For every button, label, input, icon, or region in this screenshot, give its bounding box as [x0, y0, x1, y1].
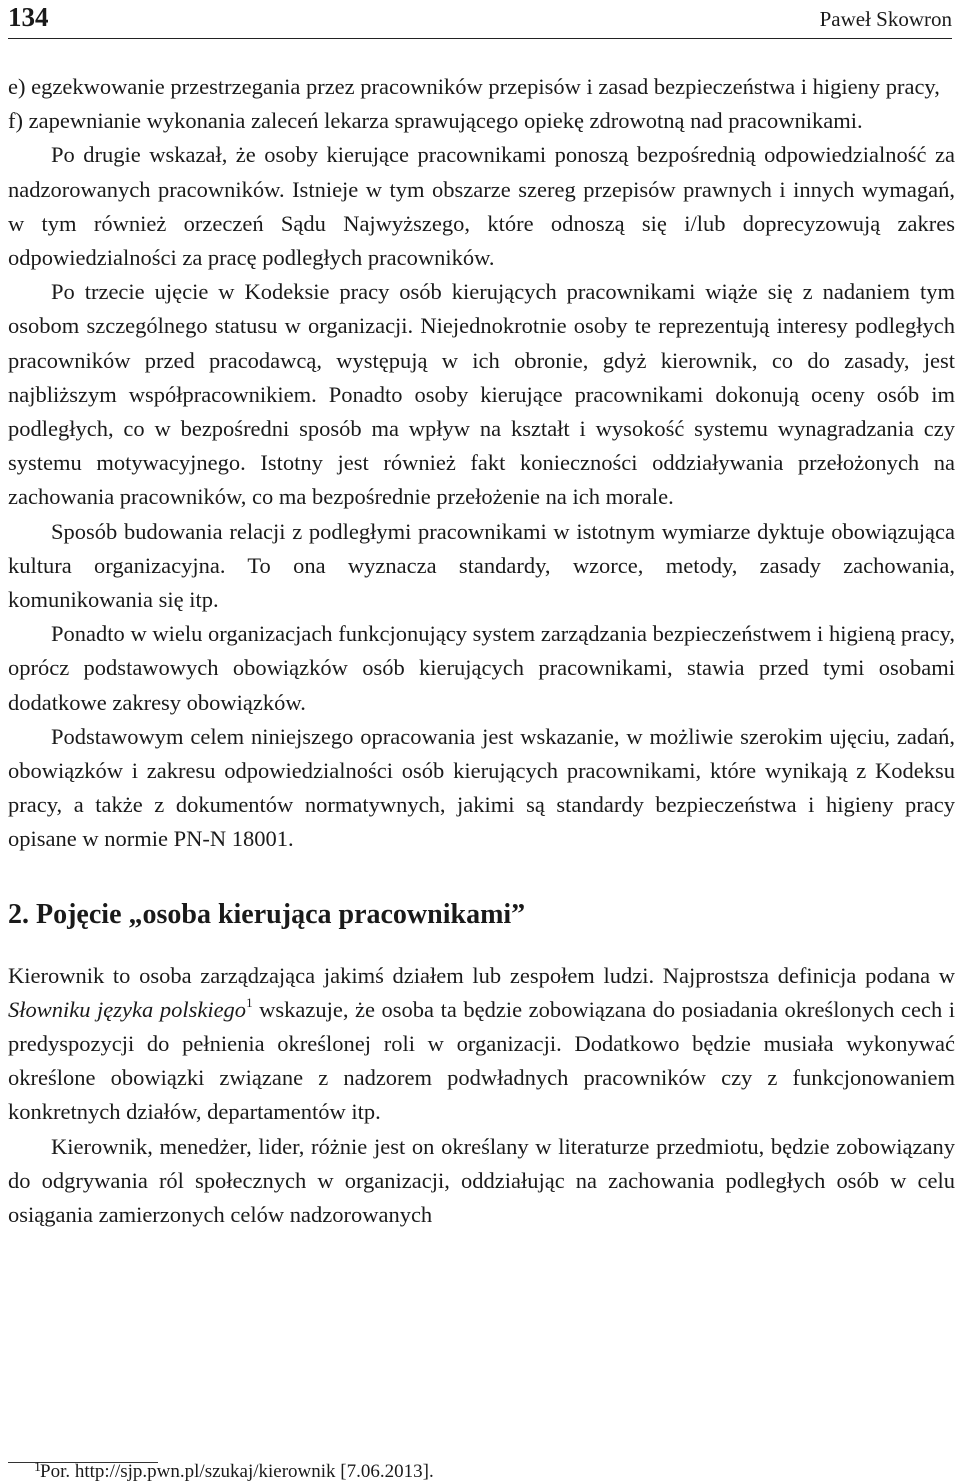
- paragraph: Po trzecie ujęcie w Kodeksie pracy osób kierujących pracownikami wiąże się z nadaniem tym osobom szczególnego statusu w organizacji. Niejednokrotnie osoby te reprezentują interesy podległych pracowników przed pracodawcą, występują w ich obronie, gdyż kierownik, co do zasady, jest najbliższym współpracownikiem. Ponadto osoby kierujące pracownikami dokonują oceny osób im podległych, co w bezpośredni sposób ma wpływ na kształt i wysokość systemu wynagradzania czy systemu motywacyjnego. Istotny jest również fakt konieczności oddziaływania przełożonych na zachowania pracowników, co ma bezpośrednie przełożenie na ich morale.: [8, 279, 955, 510]
- paragraph-text: wskazuje, że osoba ta będzie zobowiązana do posiadania określonych cech i predyspozycji do pełnienia określonej roli w organizacji. Dodatkowo będzie musiała wykonywać określone obowiązki związane z nadzorem podwładnych pracowników czy z funkcjonowaniem konkretnych działów, departamentów itp.: [8, 996, 955, 1125]
- footnote-marker: 1: [34, 1460, 41, 1475]
- paragraph: Po drugie wskazał, że osoby kierujące pracownikami ponoszą bezpośrednią odpowiedzialność za nadzorowanych pracowników. Istnieje w tym obszarze szereg przepisów prawnych i innych wymagań, w tym również orzeczeń Sądu Najwyższego, które odnoszą się i/lub doprecyzowują zakres odpowiedzialności za pracę podległych pracowników.: [8, 142, 955, 271]
- paragraph: Ponadto w wielu organizacjach funkcjonujący system zarządzania bezpieczeństwem i higieną pracy, oprócz podstawowych obowiązków osób kierujących pracownikami, stawia przed tymi osobami dodatkowe zakresy obowiązków.: [8, 621, 955, 715]
- footnote: [34, 1460, 434, 1484]
- paragraph: [8, 959, 955, 1130]
- running-header: [8, 0, 952, 39]
- paragraph: Kierownik, menedżer, lider, różnie jest on określany w literaturze przedmiotu, będzie zobowiązany do odgrywania ról społecznych w organizacji, oddziałując na zachowania podległych osób w celu osiągania zamierzonych celów nadzorowanych: [8, 1133, 955, 1228]
- body-text: [8, 70, 955, 1232]
- paragraph: Sposób budowania relacji z podległymi pracownikami w istotnym wymiarze dyktuje obowiązująca kultura organizacyjna. To ona wyznacza standardy, wzorce, metody, zasady zachowania, komunikowania się itp.: [8, 518, 955, 613]
- paragraph-text: Kierownik to osoba zarządzająca jakimś działem lub zespołem ludzi. Najprostsza definicja podana w: [8, 962, 955, 988]
- running-author: Paweł Skowron: [819, 7, 952, 31]
- list-item-f: f) zapewnianie wykonania zaleceń lekarza sprawującego opiekę zdrowotną nad pracownikami.: [8, 108, 863, 134]
- page-number: 134: [8, 2, 49, 32]
- list-item-e: e) egzekwowanie przestrzegania przez pracowników przepisów i zasad bezpieczeństwa i higieny pracy,: [8, 74, 940, 99]
- footnote-reference[interactable]: 1: [246, 994, 253, 1010]
- section-heading: 2. Pojęcie „osoba kierująca pracownikami”: [8, 898, 526, 930]
- paragraph: Podstawowym celem niniejszego opracowania jest wskazanie, w możliwie szerokim ujęciu, zadań, obowiązków i zakresu odpowiedzialności osób kierujących pracownikami, które wynikają z Kodeksu pracy, a także z dokumentów normatywnych, jakimi są standardy bezpieczeństwa i higieny pracy opisane w normie PN-N 18001.: [8, 723, 955, 852]
- book-title: Słowniku języka polskiego: [8, 996, 247, 1022]
- footnote-text: Por. http://sjp.pwn.pl/szukaj/kierownik [7.06.2013].: [40, 1461, 434, 1482]
